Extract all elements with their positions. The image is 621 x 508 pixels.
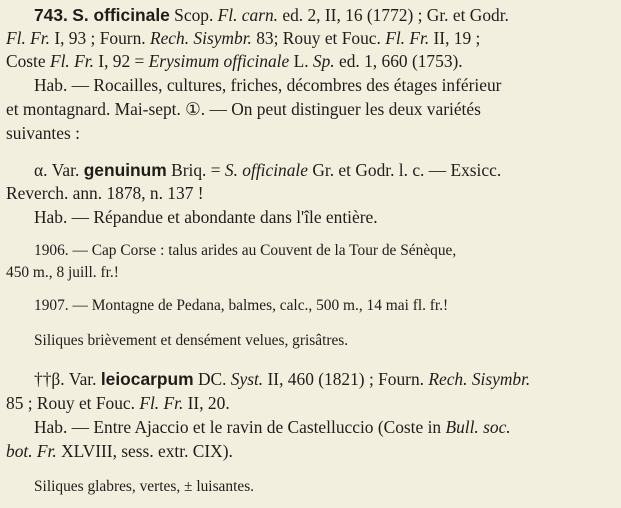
variety-alpha-line-2: Reverch. ann. 1878, n. 137 !: [6, 183, 204, 203]
habitat-text: XLVIII, sess. extr. CIX).: [56, 441, 233, 461]
observation-1906-line-2: 450 m., 8 juill. fr.!: [6, 264, 119, 281]
citation-title: Rech. Sisymbr.: [149, 28, 252, 48]
variety-beta-line-2: [6, 392, 230, 414]
citation-text: Briq. =: [166, 160, 225, 180]
entry-header-line-1: [34, 4, 509, 26]
citation-title: Fl. Fr.: [6, 28, 50, 48]
variety-beta-habitat-line-2: [6, 440, 233, 462]
citation-text: Gr. et Godr. l. c. — Exsicc.: [307, 160, 502, 180]
variety-beta-line-1: [34, 368, 530, 390]
synonym-name: S. officinale: [224, 160, 308, 180]
citation-title: Fl. Fr.: [385, 28, 430, 48]
citation-title: bot. Fr.: [6, 441, 57, 461]
variety-beta-note: Siliques glabres, vertes, ± luisantes.: [34, 478, 255, 495]
variety-alpha-habitat: Hab. — Répandue et abondante dans l'île entière.: [34, 207, 378, 227]
citation-text: L.: [289, 51, 313, 71]
citation-title: Syst.: [230, 369, 264, 389]
citation-text: II, 19 ;: [429, 28, 481, 48]
variety-prefix: ††β. Var.: [34, 369, 101, 389]
citation-text: II, 460 (1821) ; Fourn.: [263, 369, 429, 389]
variety-alpha-line-1: [34, 159, 501, 181]
citation-text: Scop.: [169, 5, 218, 25]
species-name: S. officinale: [72, 5, 170, 25]
citation-title: Fl. Fr.: [139, 393, 184, 413]
variety-name: genuinum: [83, 160, 167, 180]
citation-text: ed. 2, II, 16 (1772) ; Gr. et Godr.: [278, 5, 509, 25]
entry-header-line-3: [6, 50, 463, 72]
habitat-line-3: suivantes :: [6, 123, 80, 143]
citation-title: Rech. Sisymbr.: [428, 369, 531, 389]
citation-text: I, 92 =: [93, 51, 149, 71]
observation-1906-line-1: 1906. — Cap Corse : talus arides au Couvent de la Tour de Sénèque,: [34, 242, 457, 259]
citation-text: DC.: [193, 369, 231, 389]
habitat-text: Hab. — Entre Ajaccio et le ravin de Castelluccio (Coste in: [34, 417, 446, 437]
citation-text: I, 93 ; Fourn.: [49, 28, 150, 48]
entry-number: 743.: [34, 5, 68, 25]
synonym-name: Erysimum officinale: [148, 51, 290, 71]
citation-text: Coste: [6, 51, 50, 71]
citation-title: Sp.: [312, 51, 335, 71]
citation-title: Bull. soc.: [445, 417, 511, 437]
habitat-line-2: et montagnard. Mai-sept. ①. — On peut distinguer les deux variétés: [6, 99, 481, 119]
habitat-line-1: Hab. — Rocailles, cultures, friches, décombres des étages inférieur: [34, 75, 502, 95]
observation-1907: 1907. — Montagne de Pedana, balmes, calc., 500 m., 14 mai fl. fr.!: [34, 297, 449, 314]
variety-name: leiocarpum: [100, 369, 194, 389]
citation-text: ed. 1, 660 (1753).: [334, 51, 463, 71]
citation-text: 85 ; Rouy et Fouc.: [6, 393, 140, 413]
citation-title: Fl. carn.: [217, 5, 279, 25]
variety-beta-habitat-line-1: [34, 416, 511, 438]
entry-header-line-2: [6, 27, 480, 49]
variety-alpha-note: Siliques brièvement et densément velues, grisâtres.: [34, 332, 349, 349]
citation-text: 83; Rouy et Fouc.: [251, 28, 386, 48]
citation-title: Fl. Fr.: [49, 51, 94, 71]
variety-prefix: α. Var.: [34, 160, 84, 180]
citation-text: II, 20.: [183, 393, 230, 413]
